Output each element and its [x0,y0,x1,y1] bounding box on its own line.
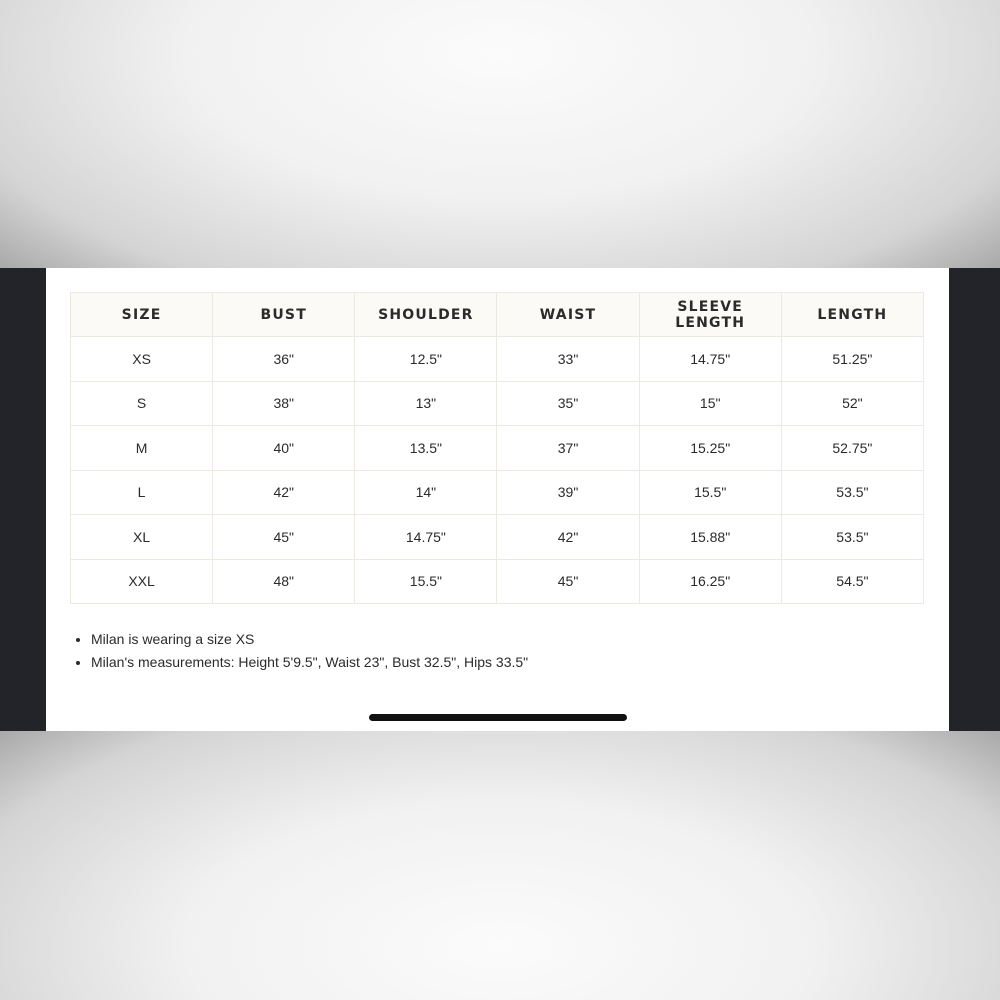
table-header-row [71,293,924,337]
cell-shoulder: 13" [355,381,497,426]
table-row [71,337,924,382]
size-chart-table [70,292,924,604]
cell-size: XXL [71,559,213,604]
cell-shoulder: 14.75" [355,515,497,560]
column-header-length: LENGTH [781,293,923,337]
cell-length: 51.25" [781,337,923,382]
cell-shoulder: 13.5" [355,426,497,471]
cell-size: M [71,426,213,471]
cell-bust: 45" [213,515,355,560]
note-model-size: • Milan is wearing a size XS [91,628,528,651]
column-header-size: SIZE [71,293,213,337]
table-row [71,381,924,426]
table-row [71,515,924,560]
cell-size: L [71,470,213,515]
cell-sleeve-length: 14.75" [639,337,781,382]
table-row [71,426,924,471]
cell-length: 53.5" [781,515,923,560]
cell-bust: 48" [213,559,355,604]
cell-waist: 37" [497,426,639,471]
cell-bust: 36" [213,337,355,382]
cell-waist: 33" [497,337,639,382]
table-row [71,470,924,515]
cell-waist: 39" [497,470,639,515]
note-model-measurements: • Milan's measurements: Height 5'9.5", Waist 23", Bust 32.5", Hips 33.5" [91,651,528,674]
cell-shoulder: 12.5" [355,337,497,382]
column-header-bust: BUST [213,293,355,337]
column-header-shoulder: SHOULDER [355,293,497,337]
cell-sleeve-length: 15.25" [639,426,781,471]
cell-bust: 38" [213,381,355,426]
cell-length: 52" [781,381,923,426]
cell-sleeve-length: 15.88" [639,515,781,560]
cell-size: XL [71,515,213,560]
cell-bust: 40" [213,426,355,471]
model-notes-list [70,628,528,673]
cell-length: 52.75" [781,426,923,471]
cell-waist: 35" [497,381,639,426]
cell-sleeve-length: 15" [639,381,781,426]
cell-length: 53.5" [781,470,923,515]
cell-length: 54.5" [781,559,923,604]
cell-shoulder: 14" [355,470,497,515]
table-row [71,559,924,604]
cell-waist: 45" [497,559,639,604]
column-header-waist: WAIST [497,293,639,337]
home-indicator-bar[interactable] [369,714,627,721]
cell-shoulder: 15.5" [355,559,497,604]
phone-screenshot [0,268,1000,731]
background-top [0,0,1000,268]
cell-waist: 42" [497,515,639,560]
size-guide-page [46,268,949,731]
column-header-sleeve-length: SLEEVE LENGTH [639,293,781,337]
cell-sleeve-length: 15.5" [639,470,781,515]
cell-bust: 42" [213,470,355,515]
background-bottom [0,731,1000,1000]
cell-size: XS [71,337,213,382]
cell-sleeve-length: 16.25" [639,559,781,604]
cell-size: S [71,381,213,426]
